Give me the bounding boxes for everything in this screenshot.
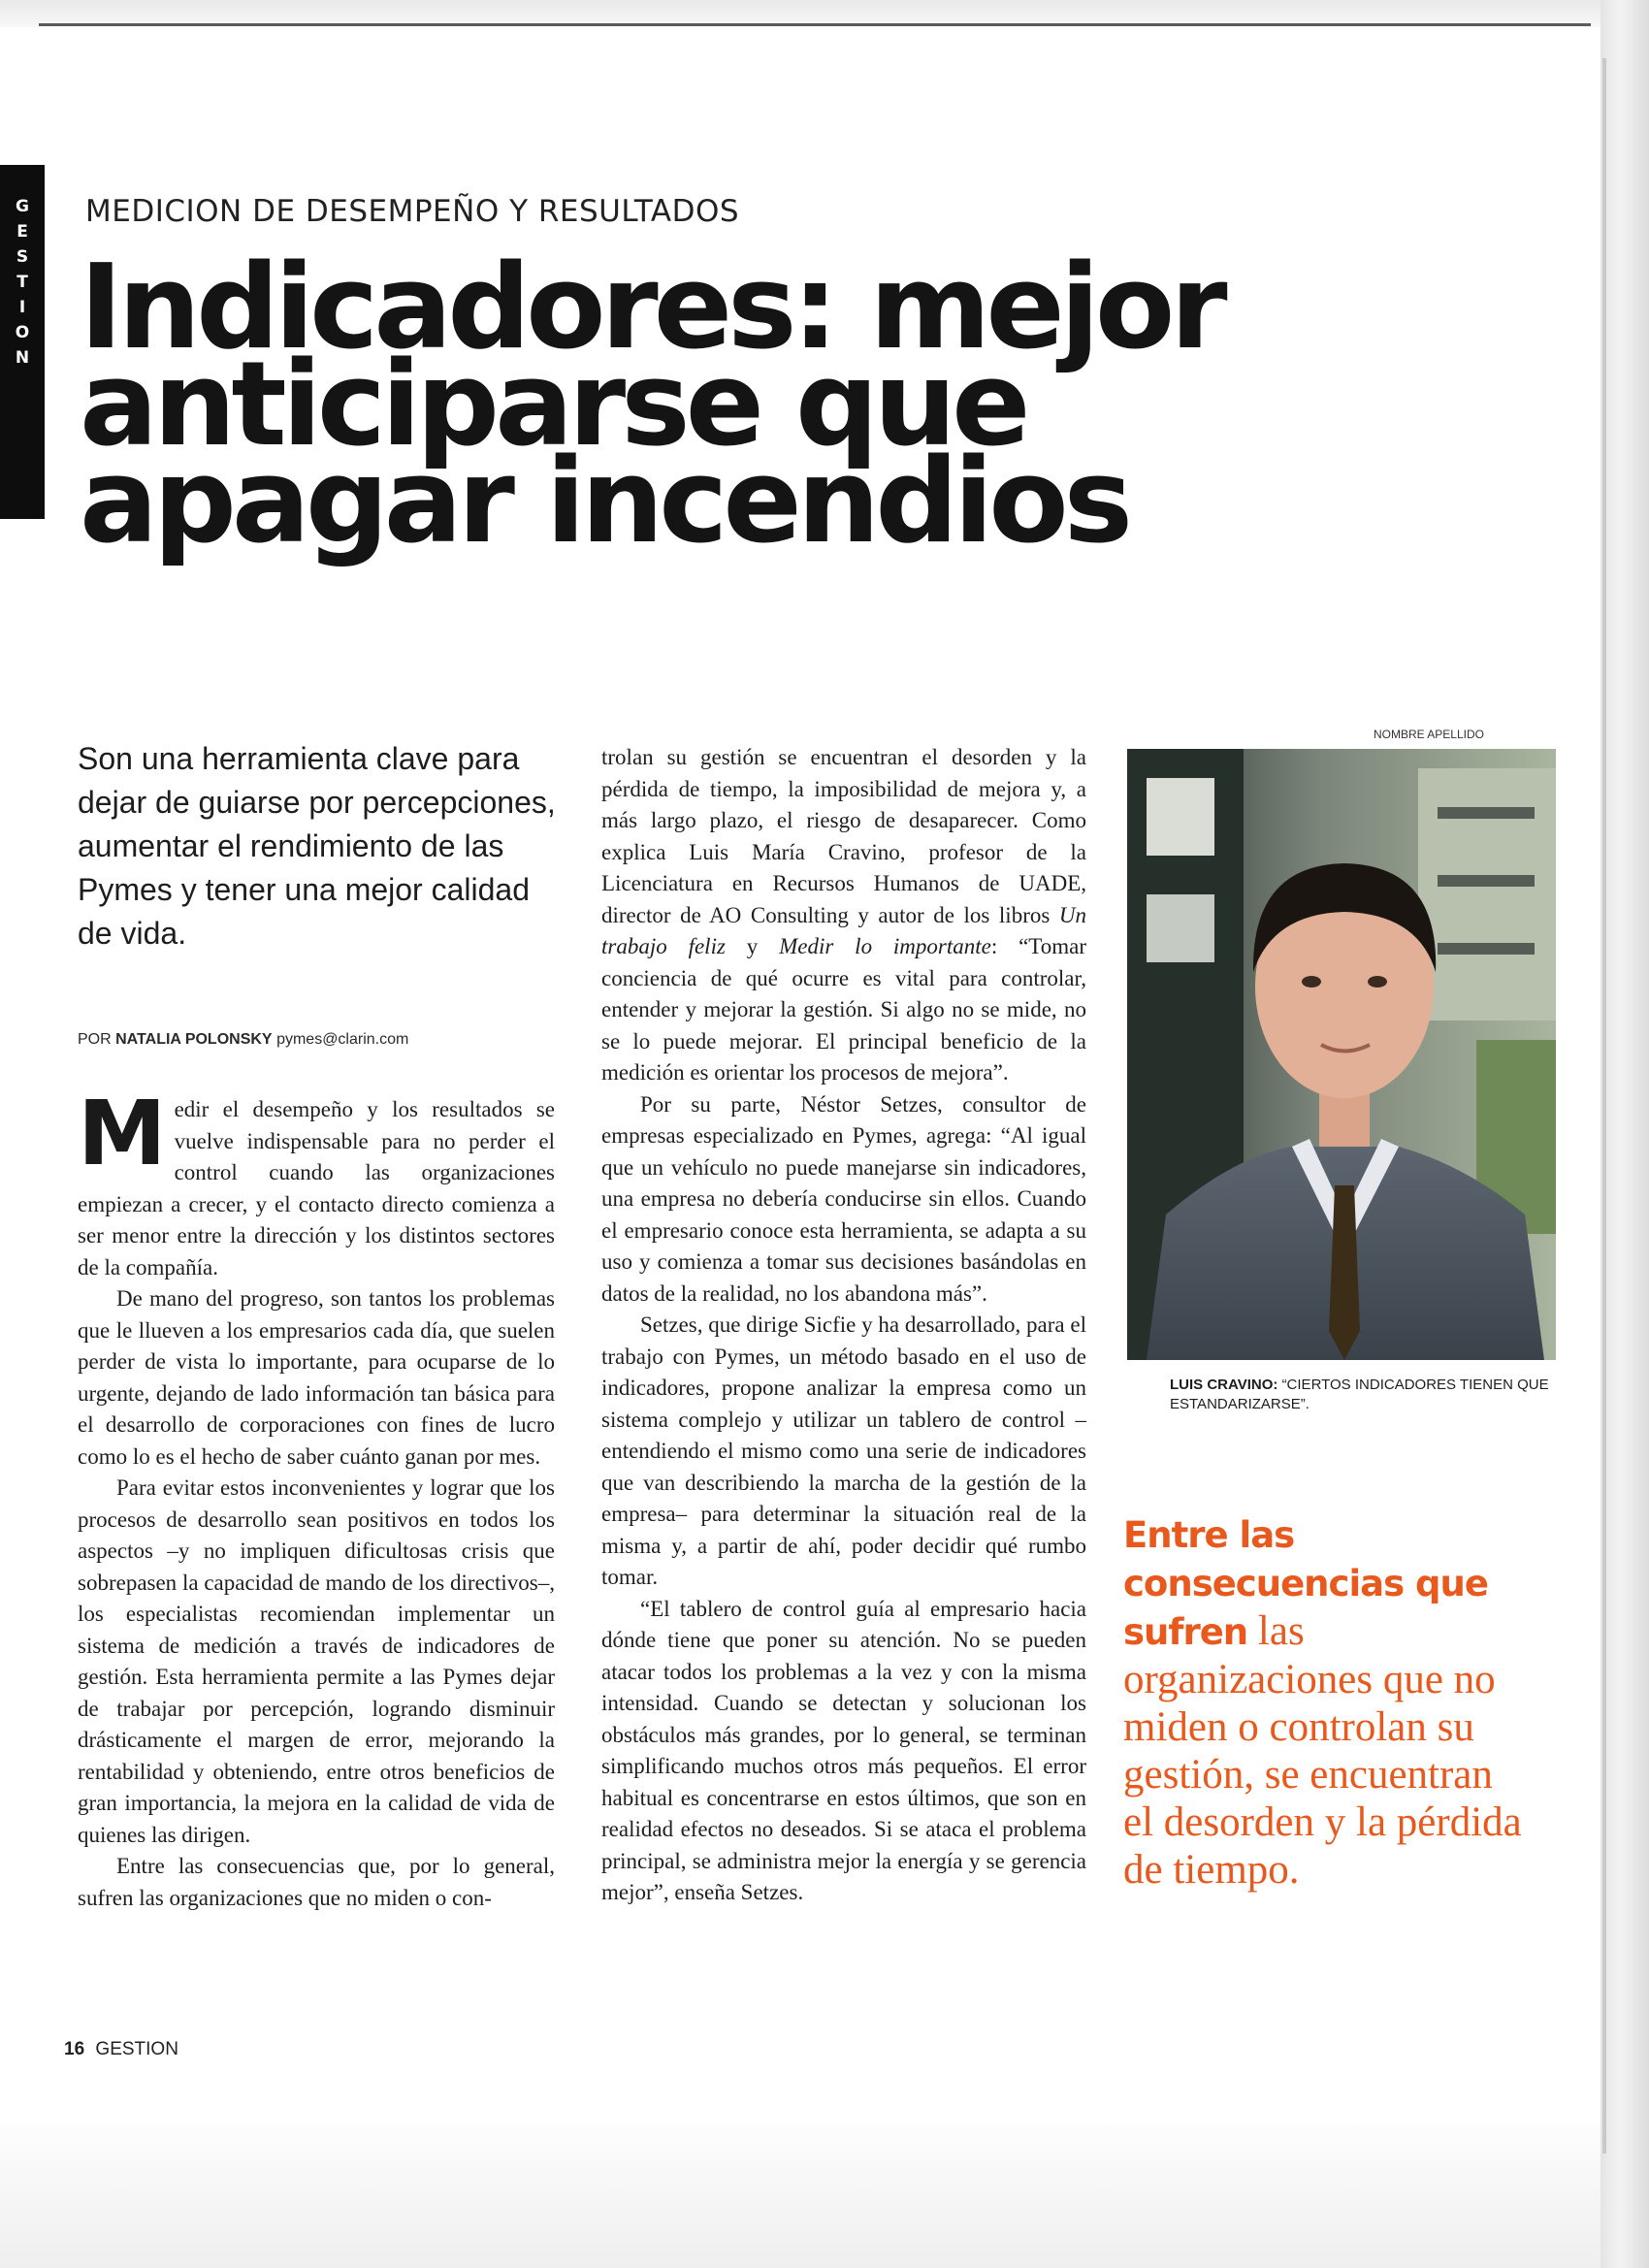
article-paragraph: Por su parte, Néstor Setzes, consultor de empresas especializado en Pymes, agrega: “Al igual que un vehículo no puede manejarse sin indicadores, una empresa no debería conducirse sin ellos. Cuando el empresario conoce esta herramienta, se adapta a su uso y comienza a tomar sus decisiones basándolas en datos de la realidad, no los abandona más”.: [601, 1091, 1086, 1306]
article-paragraph: De mano del progreso, son tantos los problemas que le llueven a los empresarios cada día, que suelen perder de vista lo importante, para ocuparse de lo urgente, dejando de lado información tan básica para el desarrollo de corporaciones con fines de lucro como lo es el hecho de saber cuánto ganan por mes.: [78, 1286, 555, 1469]
portrait-photo: [1127, 749, 1556, 1360]
scan-page-edge: [1602, 58, 1606, 2154]
photo-caption: [1170, 1376, 1558, 1414]
paragraph-text: trolan su gestión se encuentran el desorden y la pérdida de tiempo, la imposibilidad de mejora y, a más largo plazo, el riesgo de desaparecer. Como explica Luis María Cravino, profesor de la Licenciatura en Recursos Humanos de UADE, director de AO Consulting y autor de los libros: [601, 745, 1086, 927]
page-number: 16: [64, 2039, 85, 2059]
deck-subtitle: Son una herramienta clave para dejar de guiarse por percepciones, aumentar el rendimiento de las Pymes y tener una mejor calidad de vida.: [78, 741, 556, 951]
scan-bottom-edge: [0, 2124, 1600, 2268]
article-paragraph: Entre las consecuencias que, por lo general, sufren las organizaciones que no miden o con-: [78, 1854, 555, 1910]
pull-quote-light: las organizaciones que no miden o controlan su gestión, se encuentran el desorden y la pérdida de tiempo.: [1123, 1608, 1522, 1893]
headline-line: apagar incendios: [80, 435, 1129, 569]
pull-quote-bold: Entre las consecuencias que sufren: [1123, 1514, 1488, 1653]
book-title: Un trabajo feliz: [601, 902, 1086, 958]
paragraph-text: edir el desempeño y los resultados se vuelve indispensable para no perder el control cuando las organizaciones empiezan a crecer, y el contacto directo comienza a ser menor entre la dirección y los distintos sectores de la compañía.: [78, 1097, 555, 1280]
section-tab-letter: N: [15, 348, 30, 368]
article-paragraph: “El tablero de control guía al empresario hacia dónde tiene que poner su atención. No se pueden atacar todos los problemas a la vez y con la misma intensidad. Cuando se detectan y solucionan los obstáculos más grandes, por lo general, se terminan simplificando muchos otros más pequeños. El error habitual es concentrarse en estos últimos, que son en realidad efectos no deseados. Si se ataca el problema principal, se administra mejor la energía y se gerencia mejor”, enseña Setzes.: [601, 1596, 1086, 1904]
article-paragraph: [601, 742, 1086, 1089]
drop-cap: M: [78, 1082, 167, 1185]
paragraph-text: : “Tomar conciencia de qué ocurre es vital para controlar, entender y mejorar la gestión. Si algo no se mide, no se lo puede mejorar. El principal beneficio de la medición es orientar los procesos de mejora”.: [601, 934, 1087, 1085]
section-tab-letter: S: [16, 247, 29, 267]
headline: [80, 241, 1418, 569]
book-title: Medir lo importante: [779, 934, 991, 958]
article-paragraph: Setzes, que dirige Sicfie y ha desarrollado, para el trabajo con Pymes, un método basado en el uso de indicadores, propone analizar la empresa como un sistema complejo y utilizar un tablero de control –entendiendo el mismo como una serie de indicadores que van describiendo la marcha de la gestión de la empresa– para determinar la situación real de la misma y, a partir de ahí, poder decidir qué rumbo tomar.: [601, 1312, 1086, 1589]
section-tab-letter: E: [16, 222, 28, 242]
article-column-2: [601, 742, 1086, 1909]
section-tab-letter: O: [15, 323, 30, 342]
byline-email: pymes@clarin.com: [276, 1031, 409, 1048]
byline: [78, 1031, 408, 1049]
scan-top-line: [39, 23, 1591, 26]
page-folio: [64, 2039, 178, 2060]
section-tab-letter: T: [16, 273, 28, 292]
byline-prefix: POR: [78, 1031, 112, 1048]
caption-name: LUIS CRAVINO:: [1170, 1377, 1278, 1393]
article-paragraph: Para evitar estos inconvenientes y lograr que los procesos de desarrollo sean positivos en todos los aspectos –y no impliquen dificultosas crisis que sobrepasen la capacidad de mando de los directivos–, los especialistas recomiendan implementar un sistema de medición a través de indicadores de gestión. Esta herramienta permite a las Pymes dejar de trabajar por percepción, logrando disminuir drásticamente el margen de error, mejorando la rentabilidad y obteniendo, entre otros beneficios de gran importancia, la mejora en la calidad de vida de quienes las dirigen.: [78, 1475, 555, 1847]
section-tab-letter: G: [16, 197, 29, 216]
section-tab-letter: I: [18, 298, 26, 317]
photo-credit: NOMBRE APELLIDO: [1373, 728, 1484, 741]
headline-line: anticiparse que: [80, 338, 1026, 472]
kicker: MEDICION DE DESEMPEÑO Y RESULTADOS: [85, 194, 740, 229]
headline-line: Indicadores: mejor: [80, 241, 1223, 375]
scan-right-edge: [1600, 0, 1649, 2268]
byline-author: NATALIA POLONSKY: [115, 1031, 273, 1048]
section-tab: [0, 165, 45, 519]
folio-section: GESTION: [95, 2039, 178, 2059]
pull-quote: [1123, 1510, 1531, 1894]
paragraph-text: y: [725, 934, 780, 958]
caption-text: “CIERTOS INDICADORES TIENEN QUE ESTANDARIZARSE”.: [1170, 1377, 1549, 1412]
article-paragraph: [78, 1082, 555, 1283]
article-column-1: [78, 1082, 555, 1914]
